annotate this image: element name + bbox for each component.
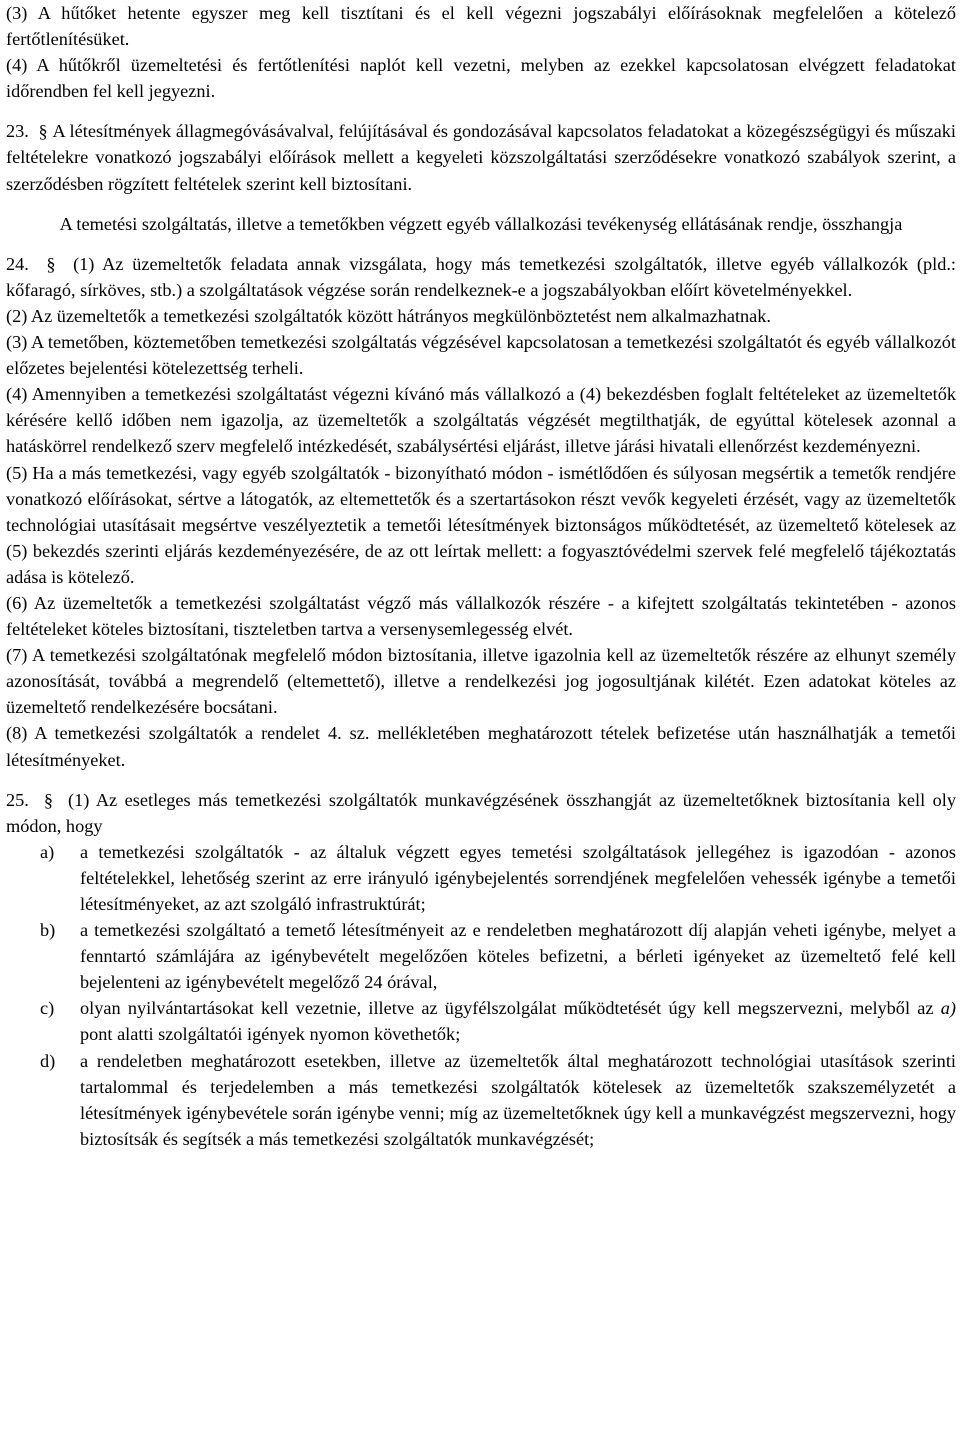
document-page <box>6 0 956 1152</box>
section-25-text-1: (1) Az esetleges más temetkezési szolgáltatók munkavégzésének összhangját az üzemeltetőknek biztosítania kell oly módon, hogy <box>6 789 957 836</box>
section-24-number: 24. <box>6 253 29 274</box>
list-item-text-before: olyan nyilvántartásokat kell vezetnie, illetve az ügyfélszolgálat működtetését úgy kell megszervezni, melyből az <box>80 998 941 1019</box>
section-24-para-5: (5) Ha a más temetkezési, vagy egyéb szolgáltatók - bizonyítható módon - ismétlődően és súlyosan megsértik a temetők rendjére vonatkozó előírásokat, sértve a látogatók, az eltemettetők és a szertartásokon részt vevők kegyeleti érzését, vagy az üzemeltetők technológiai utasításait megsértve veszélyeztetik a temetői létesítmények biztonságos működtetését, az üzemeltető kötelesek az (5) bekezdés szerinti eljárás kezdeményezésére, de az ott leírtak mellett: a fogyasztóvédelmi szervek felé megfelelő tájékoztatás adása is kötelező. <box>6 462 956 587</box>
section-23-number: 23. <box>6 121 29 142</box>
section-24-text-1: (1) Az üzemeltetők feladata annak vizsgálata, hogy más temetkezési szolgáltatók, illetve egyéb vállalkozók (pld.: kőfaragó, sírköves, stb.) a szolgáltatások végzése során rendelkeznek-e a jogszabályokban előírt követelményekkel. <box>6 253 956 300</box>
list-item-marker: d) <box>40 1050 56 1071</box>
section-24-para-8: (8) A temetkezési szolgáltatók a rendelet 4. sz. mellékletében meghatározott tételek befizetése után használhatják a temetői létesítményeket. <box>6 723 956 770</box>
list-item-text: a temetkezési szolgáltatók - az általuk végzett egyes temetési szolgáltatások jellegéhez is igazodóan - azonos feltételekkel, lehetőség szerint az erre irányuló igénybejelentés sorrendjének megfelelően vehessék igénybe a temetői létesítményeket, az azt szolgáló infrastruktúrát; <box>80 841 956 914</box>
list-item <box>6 917 956 995</box>
section-25-para-1 <box>6 787 956 839</box>
list-item-text-after: pont alatti szolgáltatói igények nyomon követhetők; <box>80 1024 461 1045</box>
section-heading: A temetési szolgáltatás, illetve a temetőkben végzett egyéb vállalkozási tevékenység ellátásának rendje, összhangja <box>59 213 903 234</box>
list-item <box>6 839 956 917</box>
section-24-para-3: (3) A temetőben, köztemetőben temetkezési szolgáltatás végzésével kapcsolatosan a temetkezési szolgáltatót és egyéb vállalkozót előzetes bejelentési kötelezettség terheli. <box>6 332 956 379</box>
section-24-para-1 <box>6 251 956 303</box>
list-item-text: a rendeletben meghatározott esetekben, illetve az üzemeltetők által meghatározott technológiai utasítások szerinti tartalommal és terjedelemben a más temetkezési szolgáltatók kötelesek az üzemeltetők szakszemélyzetét a létesítmények igénybevétele során igénybe venni; míg az üzemeltetőknek úgy kell a munkavégzést megszervezni, hogy biztosítsák és segítsék a más temetkezési szolgáltatók munkavégzését; <box>80 1050 956 1149</box>
section-sign: § <box>43 789 54 810</box>
section-23-text: A létesítmények állagmegóvásávalval, felújításával és gondozásával kapcsolatos feladatokat a közegészségügyi és műszaki feltételekre vonatkozó jogszabályi előírások mellett a kegyeleti közszolgáltatási szerződésekre vonatkozó szabályok szerint, a szerződésben rögzített feltételek szerint kell biztosítani. <box>6 121 957 194</box>
paragraph-23-4: (4) A hűtőkről üzemeltetési és fertőtlenítési naplót kell vezetni, melyben az ezekkel kapcsolatosan elvégzett feladatokat időrendben fel kell jegyezni. <box>6 55 956 102</box>
section-24-para-2: (2) Az üzemeltetők a temetkezési szolgáltatók között hátrányos megkülönböztetést nem alkalmazhatnak. <box>6 305 772 326</box>
paragraph-23-3: (3) A hűtőket hetente egyszer meg kell tisztítani és el kell végezni jogszabályi előírásoknak megfelelően a kötelező fertőtlenítésüket. <box>6 3 956 50</box>
list-item-marker: b) <box>40 920 56 941</box>
section-25-number: 25. <box>6 789 29 810</box>
list-item-text <box>80 998 956 1044</box>
list-item-text: a temetkezési szolgáltató a temető létesítményeit az e rendeletben meghatározott díj alapján veheti igénybe, melyet a fenntartó számlájára az igénybevételt megelőzően köteles befizetni, a bérleti igényeket az üzemeltető felé kell bejelenteni az igénybevételt megelőző 24 órával, <box>80 920 956 993</box>
list-item <box>6 1048 956 1152</box>
list-item-marker: a) <box>40 841 55 862</box>
section-23 <box>6 118 956 196</box>
section-24-para-6: (6) Az üzemeltetők a temetkezési szolgáltatást végző más vállalkozók részére - a kifejtett szolgáltatás tekintetében - azonos feltételeket köteles biztosítani, tiszteletben tartva a versenysemlegesség elvét. <box>6 592 956 640</box>
section-24-para-7: (7) A temetkezési szolgáltatónak megfelelő módon biztosítania, illetve igazolnia kell az üzemeltetők részére az elhunyt személy azonosítását, továbbá a megrendelő (eltemettető), illetve a rendelkezési jog jogosultjának kilétét. Ezen adatokat köteles az üzemeltető rendelkezésére bocsátani. <box>6 645 956 718</box>
section-sign: § <box>38 121 48 142</box>
section-24-para-4: (4) Amennyiben a temetkezési szolgáltatást végezni kívánó más vállalkozó a (4) bekezdésben foglalt feltételeket az üzemeltetők kérésére kellő időben nem igazolja, az üzemeltetők a szolgáltatás végzését megtilthatják, de egyúttal kötelesek azonnal a hatáskörrel rendelkező szerv megfelelő intézkedését, szabálysértési eljárást, illetve járási hivatali ellenőrzést kezdeményezni. <box>6 384 956 457</box>
section-sign: § <box>46 253 56 274</box>
list-item-ref-italic: a) <box>940 998 956 1019</box>
list-item <box>6 995 956 1047</box>
list-item-marker: c) <box>40 998 55 1019</box>
section-25-list <box>6 839 956 1152</box>
